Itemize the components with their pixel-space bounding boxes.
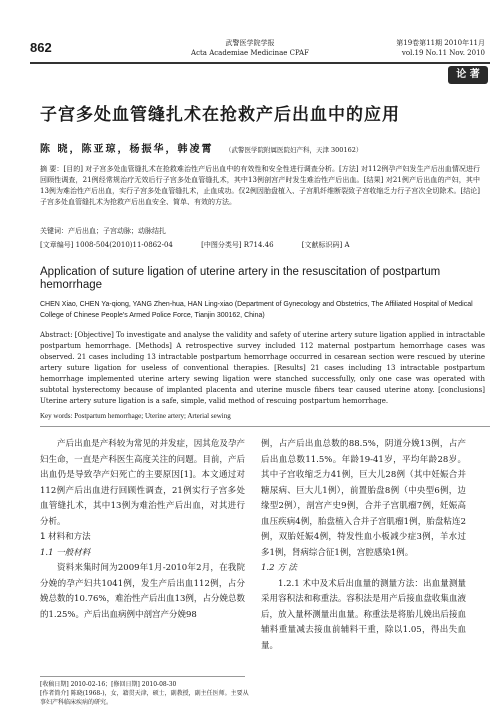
volume-en: vol.19 No.11 Nov. 2010 xyxy=(401,49,485,57)
volume-cn: 第19卷第11期 2010年11月 xyxy=(396,39,485,47)
keywords-en: Key words: Postpartum hemorrhage; Uterine artery; Arterial sewing xyxy=(40,412,231,420)
abstract-divider xyxy=(40,426,490,427)
section-heading: 1 材料和方法 xyxy=(40,532,91,542)
journal-name xyxy=(170,38,330,58)
journal-name-cn: 武警医学院学报 xyxy=(225,39,275,47)
keywords-cn: 关键词：产后出血；子宫动脉；动脉结扎 xyxy=(40,227,166,235)
body-column-left xyxy=(40,437,245,623)
abstract-cn: 摘 要：[目的] 对子宫多处血管缝扎术在抢救难治性产后出血中的有效性和安全性进行调查分析。[方法] 对112例孕产妇发生产后出血情况进行回顾性调查，21例经常规治疗无效后行子宫多处血管缝扎术，其中13例剖宫产时发生难治性产后出血。[结果] 对21例产后出血的产妇，其中13例为难治性产后出血，实行子宫多处血管缝扎术，止血成功。仅2例因胎盘植入、子宫肌纤维断裂致子宫收缩乏力行子宫次全切除术。[结论] 子宫多处血管缝扎术为抢救产后出血安全、简单、有效的方法。 xyxy=(40,165,480,206)
section-tag: 论 著 xyxy=(448,66,488,84)
header-divider xyxy=(30,62,490,64)
clc-number: [中图分类号] R714.46 xyxy=(201,241,274,249)
article-title-en: Application of suture ligation of uterine artery in the resuscitation of postpartum hemorrhage xyxy=(40,266,441,291)
authors-en: CHEN Xiao, CHEN Ya-qiong, YANG Zhen-hua, HAN Ling-xiao (Department of Gynecology and Obstetrics, The Affiliated Hospital of Medical College of Chinese People's Armed Police Force, Tianjin 300162, China) xyxy=(40,301,473,319)
subsection-heading-methods: 1.2 方 法 xyxy=(261,563,297,573)
footnote-divider xyxy=(40,676,245,677)
article-meta xyxy=(40,240,376,250)
article-title-cn: 子宫多处血管缝扎术在抢救产后出血中的应用 xyxy=(40,105,400,125)
page-header xyxy=(0,0,499,64)
continued-paragraph: 例，占产后出血总数的88.5%，阴道分娩13例，占产后出血总数11.5%。年龄19-41岁，平均年龄28岁。其中子宫收缩乏力41例，巨大儿28例（其中妊娠合并糖尿病、巨大儿1例），前置胎盘8例（中央型6例，边缘型2例），剖宫产史9例，合并子宫肌瘤7例，妊娠高血压疾病4例，胎盘植入合并子宫肌瘤1例，胎盘粘连2例，双胎妊娠4例，特发性血小板减少症3例，羊水过多1例，肾病综合征1例，宫腔感染1例。 xyxy=(261,439,466,558)
footnote: [收稿日期] 2010-02-16；[修回日期] 2010-08-30 [作者简介] 陈晓(1968-)，女，籍贯天津，硕士，副教授，副主任医师。主要从事妇产科临床疾病的研究。 xyxy=(40,681,249,706)
journal-name-en: Acta Academiae Medicinae CPAF xyxy=(191,49,309,57)
document-code: [文献标识码] A xyxy=(301,241,350,249)
materials-paragraph: 资料来集时间为2009年1月-2010年2月，在我院分娩的孕产妇共1041例，发生产后出血112例，占分娩总数的10.76%，难治性产后出血13例，占分娩总数的1.25%。产后出血病例中剖宫产分娩98 xyxy=(40,563,245,620)
author-names-cn: 陈 晓，陈亚琼，杨振华，韩凌霄 xyxy=(40,144,214,155)
affiliation-cn: （武警医学院附属医院妇产科，天津 300162） xyxy=(224,146,363,154)
subsection-heading: 1.1 一般材料 xyxy=(40,547,91,558)
page-number: 862 xyxy=(30,40,52,55)
article-number: [文章编号] 1008-504(2010)11-0862-04 xyxy=(40,241,173,249)
journal-volume xyxy=(365,38,485,58)
abstract-en: Abstract: [Objective] To investigate and analyse the validity and safety of uterine artery suture ligation applied in intractable postpartum hemorrhage. [Methods] A retrospective survey included 112 maternal postpartum hemorrhage cases was observed. 21 cases including 13 intractable postpartum hemorrhage occurred in cesarean section were rescued by uterine artery suture ligation for useless of conventional therapies. [Results] 21 cases including 13 intractable postpartum hemorrhage implemented uterine artery sewing ligation were stanched successfully, only one case was operated with subtotal hysterectomy because of implanted placenta and uterine muscle fibers tear caused uterine atony. [conclusions] Uterine artery suture ligation is a safe, simple, valid method of rescuing postpartum hemorrhage. xyxy=(40,331,485,405)
intro-paragraph: 产后出血是产科较为常见的并发症，因其危及孕产妇生命，一直是产科医生高度关注的问题。目前，产后出血仍是导致孕产妇死亡的主要原因[1]。本文通过对112例产后出血进行回顾性调查，21例实行子宫多处血管缝扎术，其中13例为难治性产后出血，对其进行分析。 xyxy=(40,439,245,527)
authors-cn xyxy=(40,140,362,155)
methods-paragraph: 1.2.1 术中及术后出血量的测量方法：出血量测量采用容积法和称重法。容积法是用产后接血盘收集血液后，放入量杯测量出血量。称重法是将胎儿娩出后接血辅料重量减去接血前辅料干重，除以1.05，得出失血量。 xyxy=(261,578,466,651)
body-column-right xyxy=(261,437,466,654)
